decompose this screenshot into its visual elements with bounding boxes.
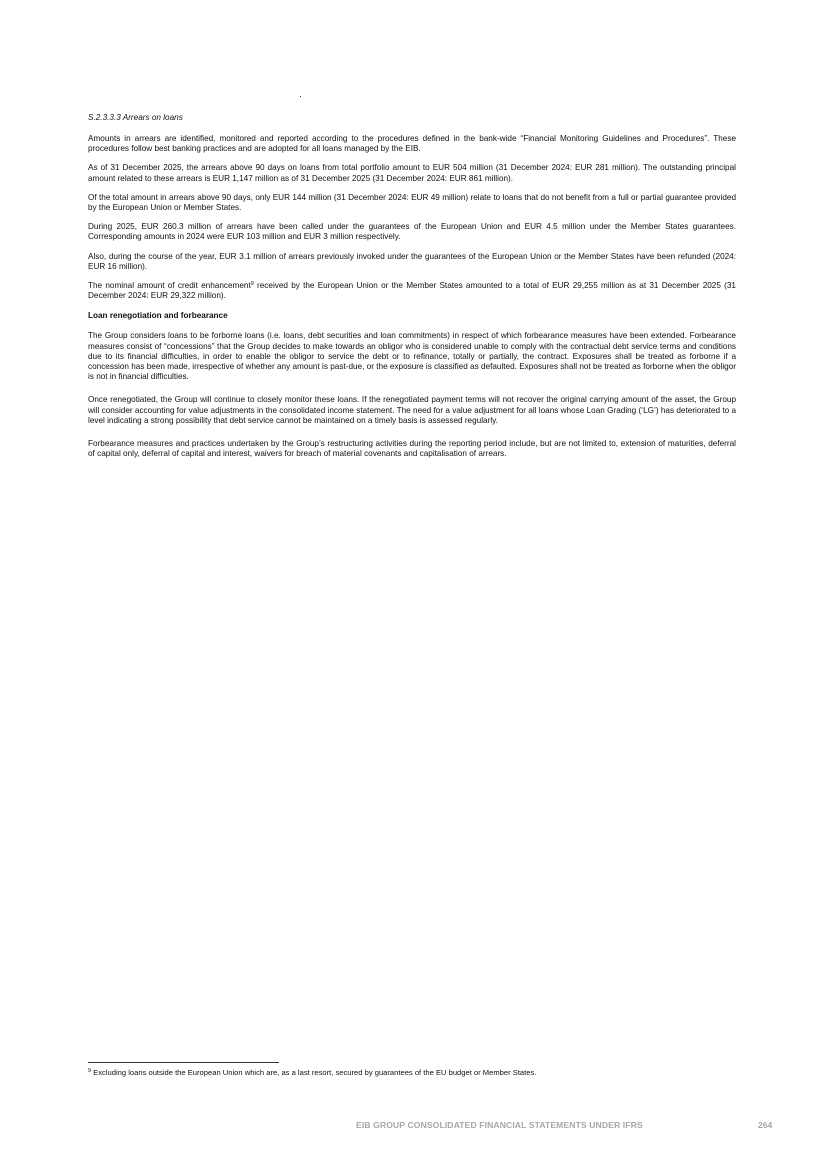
footnote xyxy=(88,1068,736,1078)
footer-title: EIB GROUP CONSOLIDATED FINANCIAL STATEMENTS UNDER IFRS xyxy=(356,1120,643,1130)
paragraph-arrears-called: During 2025, EUR 260.3 million of arrears have been called under the guarantees of the European Union and EUR 4.5 million under the Member States guarantees. Corresponding amounts in 2024 were EUR 103 million and EUR 3 million respectively. xyxy=(88,222,736,242)
main-content xyxy=(88,112,736,468)
footnote-marker: 9 xyxy=(88,1068,92,1074)
paragraph-arrears-amount: As of 31 December 2025, the arrears above 90 days on loans from total portfolio amount to EUR 504 million (31 December 2024: EUR 281 million). The outstanding principal amount related to these arrears is EUR 1,147 million as of 31 December 2025 (31 December 2024: EUR 861 million). xyxy=(88,163,736,183)
credit-text-after: received by the European Union or the Member States amounted to a total of EUR 29,255 million as at 31 December 2025 (31 December 2024: EUR 29,322 million). xyxy=(88,281,736,301)
footnote-divider xyxy=(88,1062,279,1063)
paragraph-forbearance-measures: Forbearance measures and practices undertaken by the Group’s restructuring activities during the reporting period include, but are not limited to, extension of maturities, deferral of capital only, deferral of capital and interest, waivers for breach of material covenants and capitalisation of arrears. xyxy=(88,439,736,459)
footnote-text: Excluding loans outside the European Union which are, as a last resort, secured by guarantees of the EU budget or Member States. xyxy=(91,1068,537,1077)
paragraph-credit-enhancement xyxy=(88,281,736,301)
page-number: 264 xyxy=(758,1120,773,1130)
credit-text-before: The nominal amount of credit enhancement xyxy=(88,281,251,291)
paragraph-arrears-refunded: Also, during the course of the year, EUR 3.1 million of arrears previously invoked under the guarantees of the European Union or the Member States have been refunded (2024: EUR 16 million). xyxy=(88,251,736,271)
subsection-heading: Loan renegotiation and forbearance xyxy=(88,311,228,321)
paragraph-arrears-unguaranteed: Of the total amount in arrears above 90 days, only EUR 144 million (31 December 2024: EUR 49 million) relate to loans that do not benefit from a full or partial guarantee provided by the European Union or Member States. xyxy=(88,192,736,213)
stray-dot xyxy=(300,96,301,97)
paragraph-arrears-definition: Amounts in arrears are identified, monitored and reported according to the procedures defined in the bank-wide “Financial Monitoring Guidelines and Procedures”. These procedures follow best banking practices and are adopted for all loans managed by the EIB. xyxy=(88,134,736,154)
paragraph-forborne-definition: The Group considers loans to be forborne loans (i.e. loans, debt securities and loan commitments) in respect of which forbearance measures have been extended. Forbearance measures consist of “concessions” that the Group decides to make towards an obligor who is considered unable to comply with the contractual debt service terms and conditions due to its financial difficulties, in order to enable the obligor to service the debt or to refinance, totally or partially, the contract. Exposures shall be treated as forborne if a concession has been made, irrespective of whether any amount is past-due, or the exposure is classified as defaulted. Exposures shall not be treated as forborne when the obligor is not in financial difficulties. xyxy=(88,331,736,382)
footnote-reference[interactable]: 9 xyxy=(250,281,254,288)
paragraph-renegotiation-monitoring: Once renegotiated, the Group will continue to closely monitor these loans. If the renegotiated payment terms will not recover the original carrying amount of the asset, the Group will consider accounting for value adjustments in the consolidated income statement. The need for a value adjustment for all loans whose Loan Grading (‘LG’) has deteriorated to a level indicating a strong possibility that debt service cannot be maintained on a timely basis is assessed regularly. xyxy=(88,395,736,425)
section-title: S.2.3.3.3 Arrears on loans xyxy=(88,113,183,122)
